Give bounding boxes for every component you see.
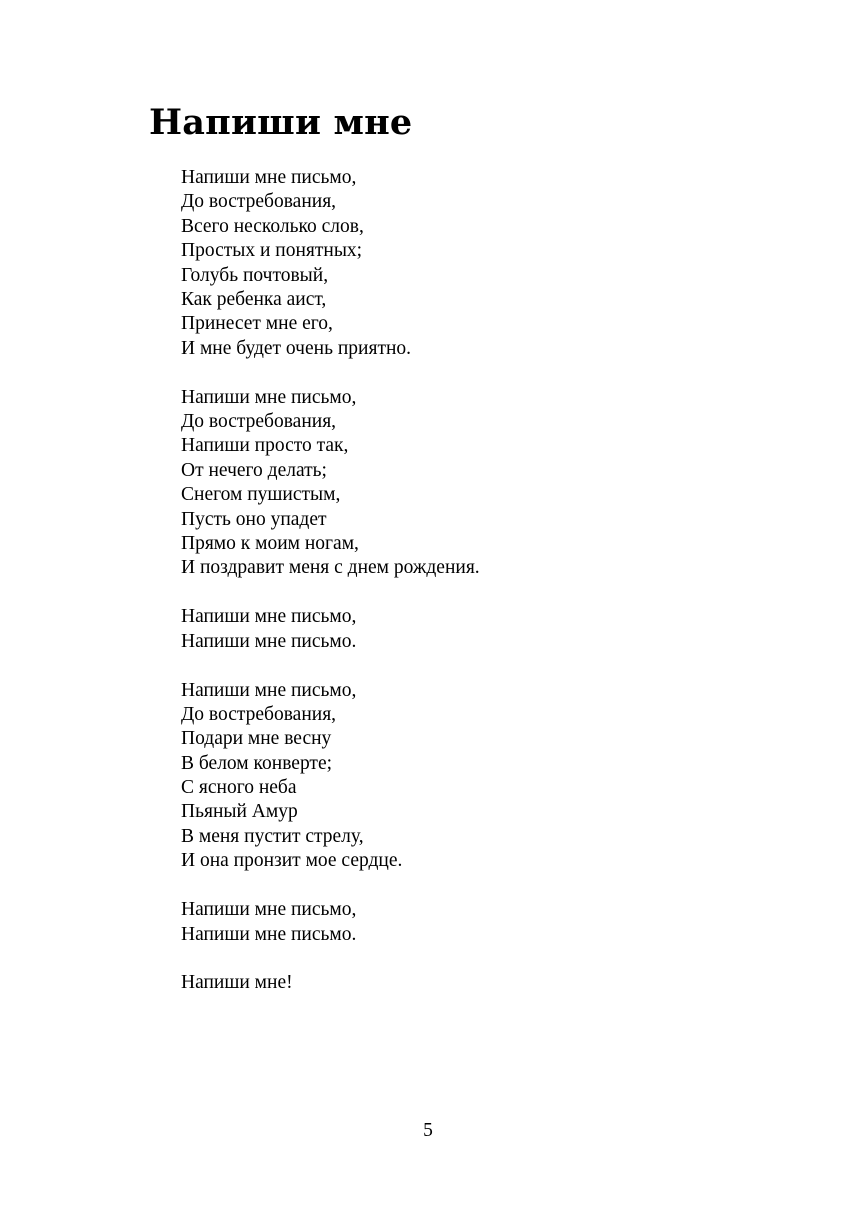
poem-line: До востребования, <box>181 191 337 213</box>
stanza-3 <box>181 605 480 654</box>
poem-line: Напиши мне письмо, <box>181 606 357 628</box>
poem-line: Напиши мне! <box>181 972 293 994</box>
poem-line: От нечего делать; <box>181 459 327 481</box>
poem-line: Напиши мне письмо, <box>181 679 357 701</box>
poem-line: И она пронзит мое сердце. <box>181 850 403 872</box>
poem-line: Подари мне весну <box>181 728 332 750</box>
poem-line: Всего несколько слов, <box>181 215 364 237</box>
poem-line: Напиши мне письмо. <box>181 630 357 652</box>
poem-line: Напиши мне письмо, <box>181 386 357 408</box>
poem-line: И мне будет очень приятно. <box>181 337 412 359</box>
poem-line: В меня пустит стрелу, <box>181 825 364 847</box>
poem-line: Пусть оно упадет <box>181 508 327 530</box>
poem-line: Голубь почтовый, <box>181 264 329 286</box>
poem-line: И поздравит меня с днем рождения. <box>181 557 480 579</box>
poem-line: Принесет мне его, <box>181 313 333 335</box>
poem-line: Пьяный Амур <box>181 801 298 823</box>
page-title: Напиши мне <box>149 102 413 143</box>
poem-line: Снегом пушистым, <box>181 484 341 506</box>
stanza-4 <box>181 679 480 874</box>
poem-line: Напиши мне письмо, <box>181 899 357 921</box>
stanza-5 <box>181 898 480 947</box>
stanza-1 <box>181 166 480 361</box>
poem-body <box>181 166 480 996</box>
poem-line: До востребования, <box>181 703 337 725</box>
page-number: 5 <box>423 1120 433 1141</box>
poem-line: В белом конверте; <box>181 752 333 774</box>
poem-line: Напиши мне письмо. <box>181 923 357 945</box>
poem-line: Прямо к моим ногам, <box>181 532 359 554</box>
stanza-6 <box>181 971 480 995</box>
poem-line: Простых и понятных; <box>181 240 363 262</box>
poem-line: До востребования, <box>181 411 337 433</box>
poem-line: Напиши просто так, <box>181 435 349 457</box>
poem-line: С ясного неба <box>181 777 297 799</box>
poem-line: Как ребенка аист, <box>181 288 327 310</box>
stanza-2 <box>181 386 480 581</box>
poem-line: Напиши мне письмо, <box>181 167 357 188</box>
